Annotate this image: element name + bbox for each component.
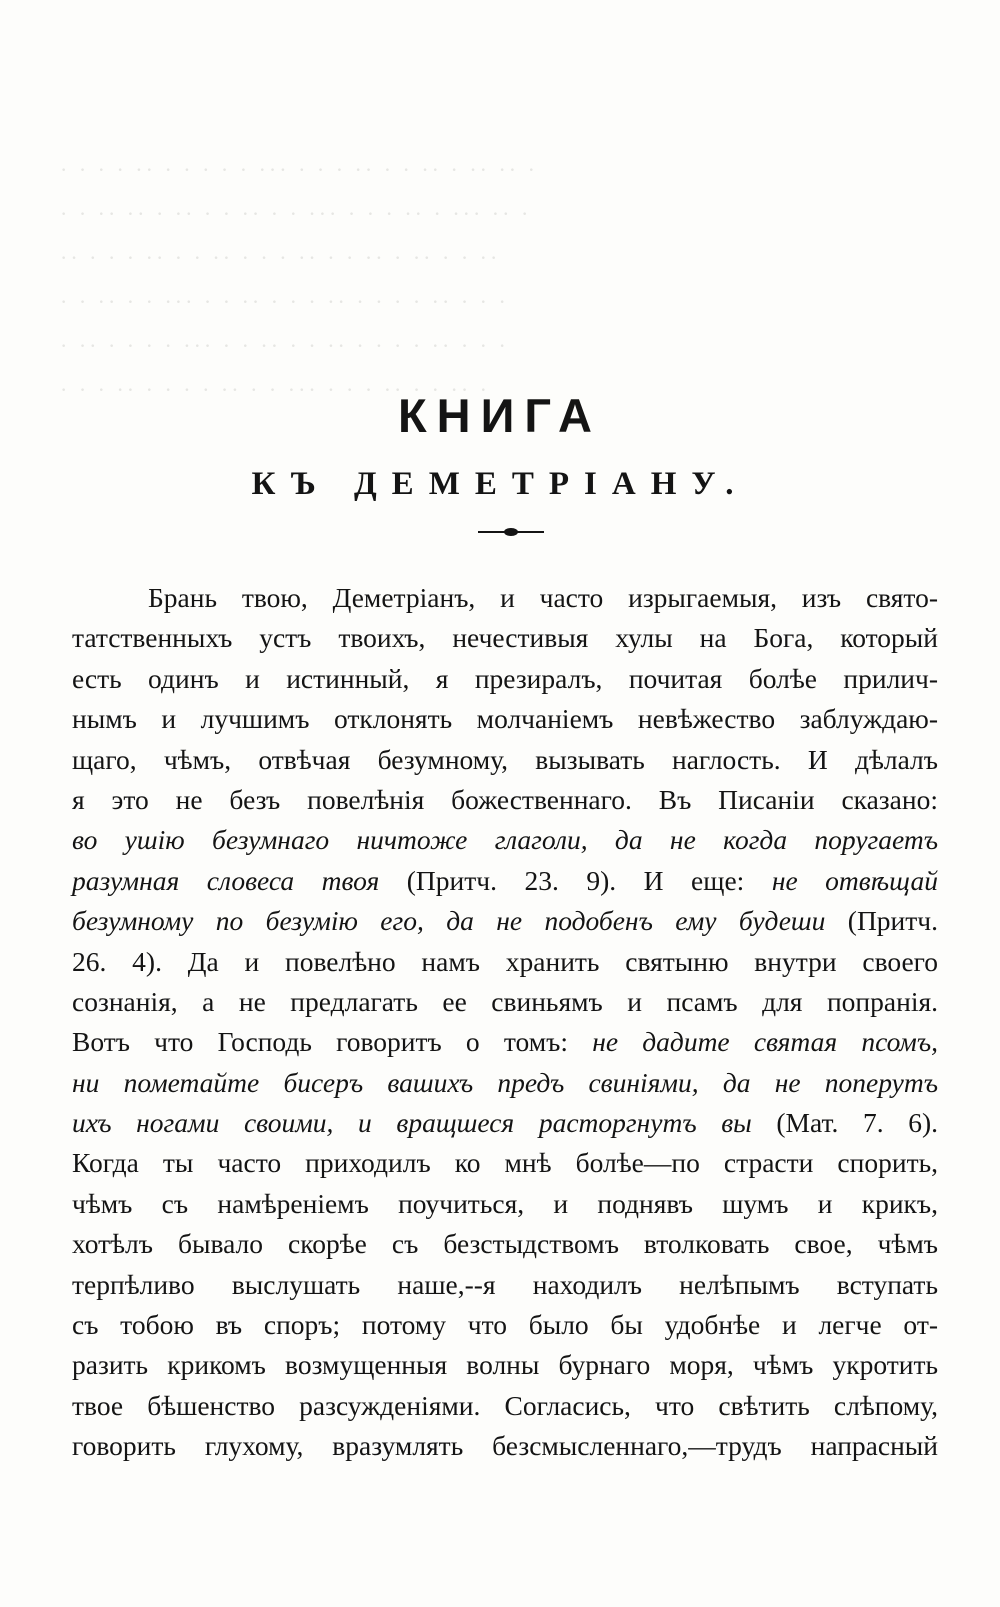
show-through-text: · · · · ·· · · · · · ··· · · · ·· · · ·· · ·· ·· · · · ·· ·· · ·· · · ·· · · ··· · · · ·· · ··· ·· · ·· · · · ·· · · ·· · · · ·· · · ·· · ·· · · ·· · · ·· · · ··· · · ·· · · · ·· · · · · ·· · · · · ·· · · · · ··· · · ·· · · ·· · · · · ·· · · · · · · ·· · · · · ·· · · ··· · · · ·· · · ·· · (60, 157, 538, 402)
text-line (72, 1426, 938, 1466)
text-segment: хотѣлъ бывало скорѣе съ безстыдствомъ втолковать свое, чѣмъ (72, 1228, 938, 1260)
text-segment: Когда ты часто приходилъ ко мнѣ болѣе—по страсти спорить, (72, 1147, 938, 1179)
text-line (72, 942, 938, 982)
italic-quote: разумная словеса твоя (72, 864, 380, 896)
text-segment: чѣмъ съ намѣреніемъ поучиться, и поднявъ шумъ и крикъ, (72, 1187, 938, 1219)
text-line (72, 618, 938, 658)
text-segment: (Притч. (825, 905, 938, 937)
text-segment: твое бѣшенство разсужденіями. Согласись, что свѣтить слѣпому, (72, 1389, 938, 1421)
text-segment: щаго, чѣмъ, отвѣчая безумному, вызывать наглость. И дѣлалъ (72, 743, 938, 775)
text-segment: говорить глухому, вразумлять безсмысленнаго,—трудъ напрасный (72, 1430, 938, 1462)
divider-ornament (478, 526, 544, 538)
text-segment: Брань твою, Деметріанъ, и часто изрыгаемыя, изъ свято- (148, 582, 938, 613)
text-segment: есть одинъ и истинный, я презиралъ, почитая болѣе прилич- (72, 662, 938, 694)
text-line (72, 1305, 938, 1345)
text-segment: 26. 4). Да и повелѣно намъ хранить святыню внутри своего (72, 945, 938, 977)
text-line (72, 861, 938, 901)
text-line (72, 1224, 938, 1264)
text-segment: Вотъ что Господь говоритъ о томъ: (72, 1026, 593, 1058)
text-line (72, 1143, 938, 1183)
italic-quote: безумному по безумію его, да не подобенъ ему будеши (72, 905, 826, 937)
text-line (72, 901, 938, 941)
text-line (72, 1184, 938, 1224)
text-line (72, 578, 938, 618)
text-line (72, 699, 938, 739)
text-segment: я это не безъ повелѣнія божественнаго. Въ Писаніи сказано: (72, 783, 938, 815)
text-line (72, 659, 938, 699)
text-line (72, 1022, 938, 1062)
text-segment: (Мат. 7. 6). (751, 1107, 938, 1139)
text-line (72, 780, 938, 820)
text-line (72, 982, 938, 1022)
text-segment: сознанія, а не предлагать ее свиньямъ и псамъ для попранія. (72, 985, 938, 1017)
book-subtitle: КЪ ДЕМЕТРІАНУ. (251, 466, 749, 502)
text-line (72, 1265, 938, 1305)
text-line (72, 1063, 938, 1103)
text-line (72, 1386, 938, 1426)
text-segment: нымъ и лучшимъ отклонять молчаніемъ невѣжество заблуждаю- (72, 703, 938, 735)
book-title: КНИГА (397, 389, 603, 442)
italic-quote: ни пометайте бисеръ вашихъ предъ свиніями, да не поперутъ (72, 1066, 938, 1098)
text-line (72, 820, 938, 860)
text-line (72, 1103, 938, 1143)
italic-quote: во ушію безумнаго ничтоже глаголи, да не когда поругаетъ (72, 824, 938, 856)
text-segment: татственныхъ устъ твоихъ, нечестивыя хулы на Бога, который (72, 622, 938, 654)
body-paragraph (72, 578, 938, 1467)
text-segment: терпѣливо выслушать наше,--я находилъ нелѣпымъ вступать (72, 1268, 938, 1300)
text-segment: (Притч. 23. 9). И еще: (379, 864, 772, 896)
text-segment: разить крикомъ возмущенныя волны бурнаго моря, чѣмъ укротить (72, 1349, 938, 1381)
text-segment: съ тобою въ споръ; потому что было бы удобнѣе и легче от- (72, 1309, 938, 1341)
text-line (72, 1345, 938, 1385)
italic-quote: ихъ ногами своими, и вращшеся расторгнутъ вы (72, 1107, 752, 1139)
italic-quote: не дадите святая псомъ, (592, 1026, 938, 1058)
italic-quote: не отвѣщай (771, 864, 939, 896)
text-line (72, 740, 938, 780)
